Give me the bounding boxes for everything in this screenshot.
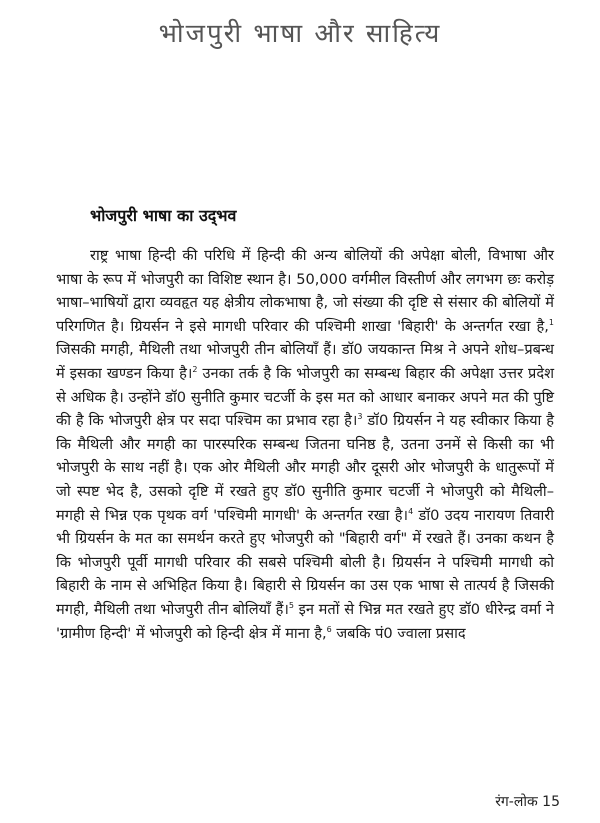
page-folio: रंग-लोक 15 — [495, 794, 560, 810]
footnote-ref-2: 2 — [192, 365, 198, 375]
text-run-7: जबकि पं0 ज्वाला प्रसाद — [331, 624, 466, 642]
footnote-ref-6: 6 — [326, 624, 332, 634]
text-run-3: उनका तर्क है कि भोजपुरी का सम्बन्ध बिहार की अपेक्षा उत्तर प्रदेश से अधिक है। उन्होंने डॉ0 सुनीति कुमार चटर्जी के इस मत को आधार बनाकर अपने मत की पुष्टि की है कि भोजपुरी क्षेत्र पर सदा पश्चिम का प्रभाव रहा है। — [56, 364, 554, 430]
text-run-1: राष्ट्र भाषा हिन्दी की परिधि में हिन्दी की अन्य बोलियों की अपेक्षा बोली, विभाषा और भाषा के रूप में भोजपुरी का विशिष्ट स्थान है। 50,000 वर्गमील विस्तीर्ण और लगभग छः करोड़ भाषा–भाषियों द्वारा व्यवहृत यह क्षेत्रीय लोकभाषा है, जो संख्या की दृष्टि से संसार की बोलियों में परिगणित है। ग्रियर्सन ने इसे मागधी परिवार की पश्चिमी शाखा 'बिहारी' के अन्तर्गत रखा है, — [56, 247, 554, 335]
running-title: भोजपुरी भाषा और साहित्य — [158, 19, 442, 49]
footnote-ref-5: 5 — [288, 601, 294, 611]
text-run-5: डॉ0 उदय नारायण तिवारी भी ग्रियर्सन के मत का समर्थन करते हुए भोजपुरी को "बिहारी वर्ग" में रखते हैं। उनका कथन है कि भोजपुरी पूर्वी मागधी परिवार की सबसे पश्चिमी बोली है। ग्रियर्सन ने पश्चिमी मागधी को बिहारी के नाम से अभिहित किया है। बिहारी से ग्रियर्सन का उस एक भाषा से तात्पर्य है जिसकी मगही, मैथिली तथा भोजपुरी तीन बोलियाँ हैं। — [56, 506, 554, 618]
section-heading: भोजपुरी भाषा का उद्‌भव — [90, 206, 237, 225]
body-paragraph — [56, 244, 554, 645]
text-run-2: जिसकी मगही, मैथिली तथा भोजपुरी तीन बोलियाँ हैं। डॉ0 जयकान्त मिश्र ने अपने शोध–प्रबन्ध में इसका खण्डन किया है। — [56, 341, 554, 382]
text-run-6: इन मतों से भिन्न मत रखते हुए डॉ0 धीरेन्द्र वर्मा ने 'ग्रामीण हिन्दी' में भोजपुरी को हिन्दी क्षेत्र में माना है, — [56, 600, 554, 642]
footnote-ref-3: 3 — [357, 412, 363, 422]
footnote-ref-4: 4 — [408, 506, 414, 516]
text-run-4: डॉ0 ग्रियर्सन ने यह स्वीकार किया है कि मैथिली और मगही का पारस्परिक सम्बन्ध जितना घनिष्ठ है, उतना उनमें से किसी का भी भोजपुरी के साथ नहीं है। एक ओर मैथिली और मगही और दूसरी ओर भोजपुरी के धातुरूपों में जो स्पष्ट भेद है, उसको दृष्टि में रखते हुए डॉ0 सुनीति कुमार चटर्जी ने भोजपुरी को मैथिली–मगही से भिन्न एक पृथक वर्ग 'पश्चिमी मागधी' के अन्तर्गत रखा है। — [56, 412, 554, 524]
footnote-ref-1: 1 — [548, 317, 554, 327]
